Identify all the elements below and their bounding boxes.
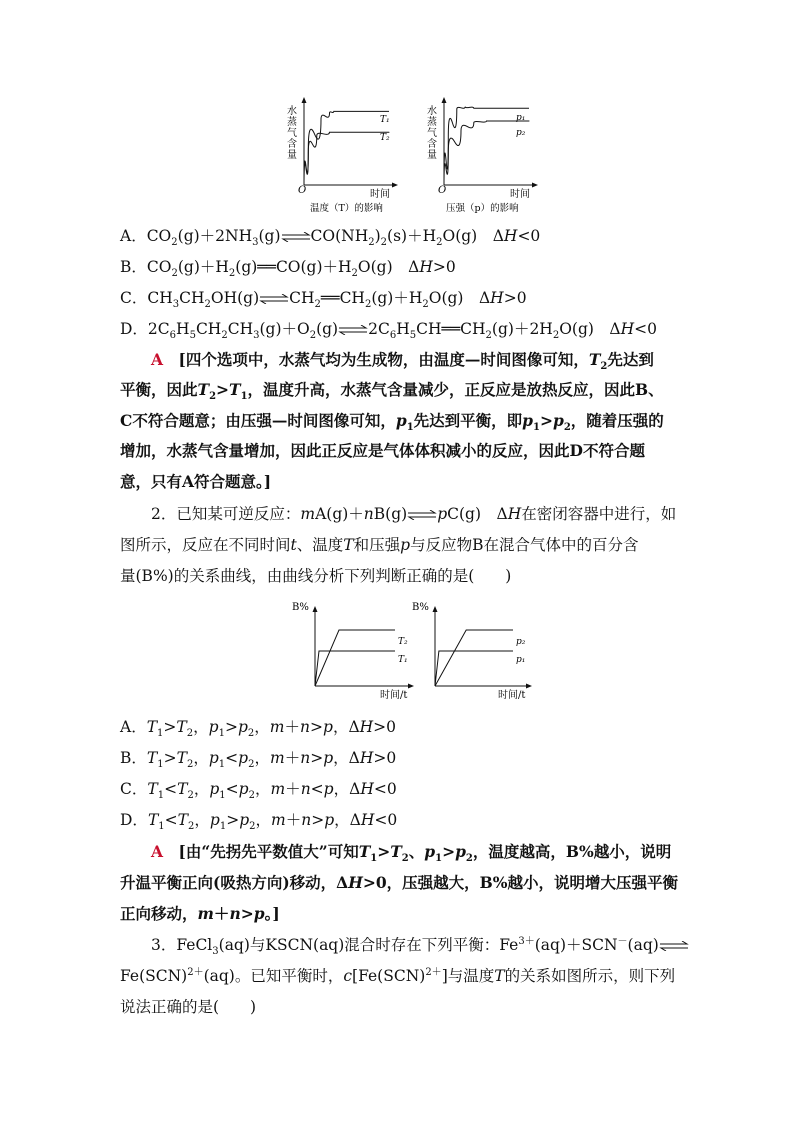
fig1-left-origin: O [298,185,307,196]
q1-option-b: B．$CO_2(g)+H_2(g)══CO(g)+H_2O(g)$ ΔH>0 [120,258,456,280]
q2-explanation-line-2: 升温平衡正向(吸热方向)移动，ΔH>0，压强越大，B%越小，说明增大压强平衡 [120,873,678,892]
fig2-right-panel [412,602,532,701]
fig2-right-label-p2: p₂ [516,637,526,647]
fig2-left-xlabel: 时间/t [380,690,408,701]
fig2-left-curve-T2 [315,630,395,686]
fig2-right-curve-p2 [435,630,513,686]
fig2-right-curve-p1 [435,651,513,686]
fig1-right-origin: O [438,185,447,196]
q1-explanation-line-4: 增加，水蒸气含量增加，因此正反应是气体体积减小的反应，因此D不符合题 [120,441,645,460]
fig1-left-panel [285,97,399,214]
fig2-left-ylabel: B% [292,602,309,613]
q2-explanation-line-1: A [由“先拐先平数值大”可知$T_1>T_2$、$p_1>p_2$，温度越高，B%越小，说明 [151,842,672,865]
equilibrium-arrow-icon [259,294,289,304]
fig1-left-label-T2: T₂ [380,133,390,143]
q3-stem-line-1: 3．FeCl$_3$(aq)与KSCN(aq)混合时存在下列平衡：$Fe^{3+}(aq)+SCN^-(aq)$ [151,935,711,955]
q1-option-a: A．$CO_2(g)+2NH_3(g)$ $CO(NH_2)_2(s)+H_2O(g)$ ΔH<0 [120,227,541,249]
q1-explanation-line-5: 意，只有A符合题意。] [120,472,272,491]
q2-stem-line-3: 量(B%)的关系曲线，由曲线分析下列判断正确的是( ) [120,567,512,585]
equilibrium-arrow-icon [659,941,689,951]
fig2-left-curve-T1 [315,651,395,686]
equilibrium-arrow-icon [407,510,437,520]
fig2-right-label-p1: p₁ [516,655,526,665]
fig1-right-panel [425,97,539,214]
figure-1 [284,93,544,218]
fig1-right-caption: 压强（p）的影响 [446,203,519,214]
equilibrium-arrow-icon [281,232,311,242]
q2-option-b: B．$T_1>T_2$，$p_1<p_2$，m＋n>p，ΔH>0 [120,749,397,771]
fig1-left-xlabel: 时间 [370,189,390,200]
q3-stem-line-3: 说法正确的是( ) [120,998,257,1016]
fig2-right-ylabel: B% [412,602,429,613]
q1-answer: A [151,350,164,369]
fig2-left-label-T2: T₂ [398,637,408,647]
fig1-left-curve-T1 [304,111,389,185]
q2-option-c: C．$T_1<T_2$，$p_1<p_2$，m＋n<p，ΔH<0 [120,780,397,802]
fig1-left-caption: 温度（T）的影响 [310,203,383,214]
q2-stem-line-1: 2．已知某可逆反应：mA(g)＋nB(g) pC(g) ΔH在密闭容器中进行，如 [151,505,677,523]
fig1-left-label-T1: T₁ [380,115,390,125]
q2-option-d: D．$T_1<T_2$，$p_1>p_2$，m＋n>p，ΔH<0 [120,811,398,833]
fig1-right-label-p2: p₂ [516,128,526,138]
fig1-right-label-p1: p₁ [516,113,526,123]
q2-answer: A [151,842,164,861]
q1-explanation-line-2: 平衡，因此$T_2>T_1$，温度升高，水蒸气含量减少，正反应是放热反应，因此B、 [120,380,664,403]
q2-stem-line-2: 图所示，反应在不同时间t、温度T和压强p与反应物B在混合气体中的百分含 [120,536,639,554]
fig1-right-ylabel: 水蒸气含量 [424,105,436,160]
fig2-left-label-T1: T₁ [398,655,408,665]
q3-stem-line-2: Fe(SCN)$^{2+}$(aq)。已知平衡时，c[Fe(SCN)$^{2+}$]与温度T的关系如图所示，则下列 [120,966,676,985]
q1-option-d: D．$2C_6H_5CH_2CH_3(g)+O_2(g)$ $2C_6H_5CH══CH_2(g)+2H_2O(g)$ ΔH<0 [120,320,658,342]
q2-explanation-line-3: 正向移动，m＋n>p。] [120,904,280,923]
fig1-left-ylabel: 水蒸气含量 [284,105,296,160]
fig1-right-xlabel: 时间 [510,189,530,200]
equilibrium-arrow-icon [338,325,368,335]
fig1-left-curve-T2 [304,132,389,185]
fig2-right-xlabel: 时间/t [498,690,526,701]
q1-explanation-line-3: C不符合题意；由压强—时间图像可知，$p_1$先达到平衡，即$p_1>p_2$，随着压强的 [120,411,664,434]
fig2-left-panel [292,602,414,701]
q2-option-a: A．$T_1>T_2$，$p_1>p_2$，m＋n>p，ΔH>0 [120,718,397,740]
q1-explanation-line-1: A [四个选项中，水蒸气均为生成物，由温度—时间图像可知，$T_2$先达到 [151,350,654,373]
figure-2 [288,598,538,703]
q1-option-c: C．$CH_3CH_2OH(g)$ $CH_2══CH_2(g)+H_2O(g)$ ΔH>0 [120,289,527,311]
